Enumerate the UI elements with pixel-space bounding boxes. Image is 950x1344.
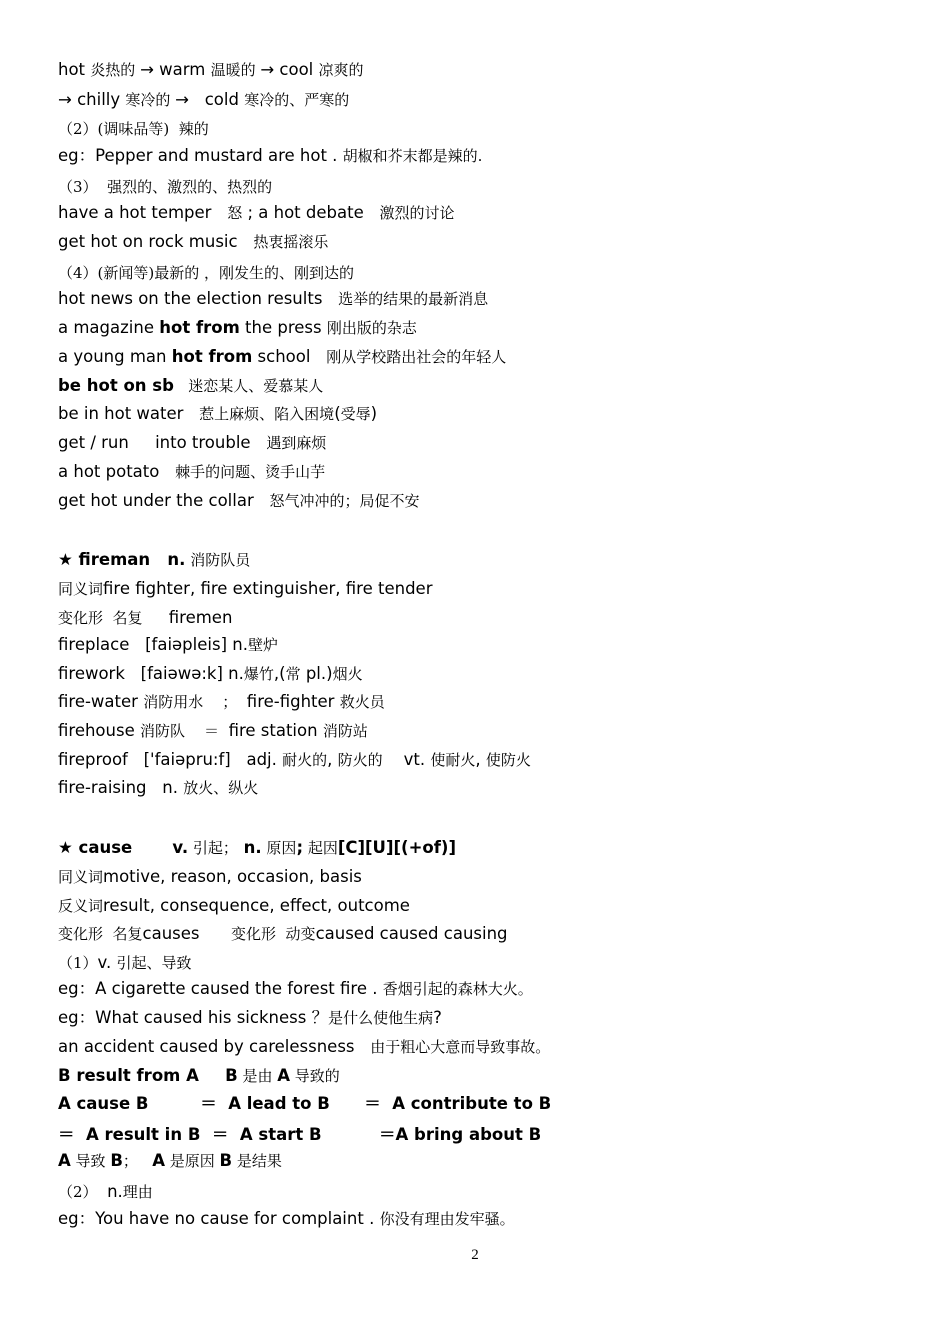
text-segment: 寒冷的 (125, 91, 176, 109)
text-segment: 原因 (261, 839, 297, 857)
text-segment: motive, reason, occasion, basis (103, 867, 362, 886)
text-segment: ; a hot debate (242, 203, 380, 222)
text-line (58, 607, 232, 629)
text-line (58, 1181, 153, 1203)
text-segment: 温暖的 (210, 61, 261, 79)
text-segment: A (58, 1151, 71, 1170)
text-segment: be in hot water (58, 404, 200, 423)
text-segment: （2）(调味品等) 辣的 (58, 120, 209, 138)
text-segment: 由于粗心大意而导致事故。 (370, 1038, 551, 1056)
text-segment: ★ cause v. (58, 838, 189, 857)
text-segment: 常 (285, 665, 301, 683)
text-segment: fire fighter, fire extinguisher, fire tender (103, 579, 433, 598)
text-segment: fire station (228, 721, 323, 740)
text-segment: （3） 强烈的、激烈的、热烈的 (58, 178, 273, 196)
text-segment: → (260, 60, 280, 79)
text-segment: 激烈的讨论 (379, 204, 455, 222)
text-segment: 胡椒和芥末都是辣的. (342, 147, 483, 165)
text-segment: , (475, 750, 486, 769)
text-segment: eg：A cigarette caused the forest fire . (58, 979, 383, 998)
text-line (58, 262, 354, 284)
text-segment: 同义词 (58, 868, 104, 886)
text-segment: n. (107, 1182, 123, 1201)
text-segment: 消防用水 ； (143, 693, 247, 711)
text-segment: 壁炉 (247, 636, 278, 654)
text-line (58, 923, 508, 945)
text-segment: 救火员 (339, 693, 385, 711)
text-line (58, 1208, 515, 1230)
text-segment: 寒冷的、严寒的 (244, 91, 350, 109)
text-segment: 怒 (227, 204, 243, 222)
text-segment: eg：Pepper and mustard are hot . (58, 146, 343, 165)
text-segment: school (252, 347, 327, 366)
text-segment: 凉爽的 (318, 61, 364, 79)
text-segment: B (110, 1151, 123, 1170)
text-line (58, 1150, 282, 1172)
text-line (58, 691, 385, 713)
text-segment: 反义词 (58, 897, 104, 915)
text-segment: 耐火的 (282, 751, 328, 769)
text-segment: hot from (171, 347, 253, 366)
text-segment: （4）(新闻等)最新的 ，刚发生的、刚到达的 (58, 264, 355, 282)
text-segment: 导致的 (290, 1067, 340, 1085)
text-segment: → (140, 60, 160, 79)
text-segment: result, consequence, effect, outcome (103, 896, 410, 915)
text-segment: a young man (58, 347, 172, 366)
text-segment: 变化形 名复 (58, 925, 143, 943)
text-line (58, 375, 323, 397)
text-segment: ； (122, 1152, 153, 1170)
text-segment (199, 1066, 225, 1085)
text-segment: 遇到麻烦 (266, 434, 327, 452)
text-line (58, 578, 432, 600)
text-line (58, 866, 362, 888)
page-number: 2 (471, 1247, 479, 1263)
text-segment: 爆竹 (243, 665, 274, 683)
text-segment: → (58, 90, 78, 109)
text-segment: hot news on the election results (58, 289, 339, 308)
text-line (58, 461, 325, 483)
text-segment: 香烟引起的森林大火。 (382, 980, 533, 998)
text-segment: 放火、纵火 (183, 779, 259, 797)
text-line (58, 978, 533, 1000)
text-segment: 变化形 动变 (231, 925, 316, 943)
text-segment: B (219, 1151, 233, 1170)
text-segment: 消防站 (322, 722, 368, 740)
text-segment: ＝ A result in B ＝ A start B ＝A bring about B (58, 1125, 542, 1144)
text-segment: warm (159, 60, 211, 79)
text-line (58, 952, 192, 974)
text-segment: A (277, 1066, 291, 1085)
text-segment: 变化形 名复 (58, 609, 143, 627)
text-segment: eg：What caused his sickness ？ (58, 1008, 329, 1027)
text-segment: hot from (159, 318, 240, 337)
text-segment: get hot on rock music (58, 232, 254, 251)
text-segment: 导致 (70, 1152, 111, 1170)
text-segment: 起因 (303, 839, 338, 857)
text-segment: a magazine (58, 318, 160, 337)
text-segment: [C][U][(+of)] (337, 838, 457, 857)
text-segment: A (152, 1151, 165, 1170)
text-segment: （1） (58, 954, 98, 972)
text-segment: a hot potato (58, 462, 176, 481)
text-segment: ) (370, 404, 378, 423)
text-segment: 引起、导致 (116, 954, 192, 972)
text-segment: firework [faiəwə:k] n. (58, 664, 244, 683)
text-segment: ( (334, 404, 341, 423)
text-segment: 是由 (237, 1067, 278, 1085)
text-segment: 刚从学校踏出社会的年轻人 (326, 348, 507, 366)
text-segment: 同义词 (58, 580, 104, 598)
text-segment: （2） (58, 1183, 108, 1201)
text-segment: 刚出版的杂志 (326, 319, 417, 337)
text-segment: fire-raising n. (58, 778, 184, 797)
text-segment: get / run into trouble (58, 433, 267, 452)
text-segment: have a hot temper (58, 203, 228, 222)
text-line (58, 1007, 442, 1029)
text-segment: caused caused causing (315, 924, 508, 943)
text-segment: v. (97, 953, 117, 972)
text-line (58, 145, 482, 167)
text-line (58, 1065, 340, 1087)
text-segment: causes (142, 924, 232, 943)
text-segment: get hot under the collar (58, 491, 270, 510)
text-line (58, 720, 368, 742)
text-line (58, 549, 250, 571)
text-segment: 烟火 (332, 665, 363, 683)
text-line (58, 346, 506, 368)
text-line (58, 231, 328, 253)
text-segment: 是原因 (165, 1152, 220, 1170)
text-line (58, 317, 417, 339)
text-segment: 理由 (122, 1183, 153, 1201)
text-segment: fire-fighter (246, 692, 340, 711)
text-segment: pl.) (300, 664, 333, 683)
text-segment: ; (296, 838, 304, 857)
text-line (58, 837, 456, 859)
text-segment: an accident caused by carelessness (58, 1037, 371, 1056)
text-segment: 是结果 (232, 1152, 282, 1170)
text-segment: ? (433, 1008, 442, 1027)
text-segment: hot (58, 60, 91, 79)
text-segment: the press (239, 318, 327, 337)
text-segment: 是什么使他生病 (328, 1009, 434, 1027)
text-segment: 你没有理由发牢骚。 (379, 1210, 515, 1228)
text-segment: firemen (142, 608, 233, 627)
text-segment: be hot on sb (58, 376, 174, 395)
text-segment: vt. (382, 750, 431, 769)
text-segment: , (327, 750, 338, 769)
text-line (58, 176, 272, 198)
text-segment: → (175, 90, 205, 109)
text-segment: 选举的结果的最新消息 (338, 290, 489, 308)
text-segment: 防火的 (337, 751, 383, 769)
text-segment: A cause B ＝ A lead to B ＝ A contribute to B (58, 1094, 552, 1113)
text-segment: 使耐火 (430, 751, 476, 769)
text-segment: cold (204, 90, 245, 109)
text-line (58, 749, 531, 771)
text-line (58, 89, 349, 111)
text-line (58, 1124, 541, 1146)
text-segment: ★ fireman n. (58, 550, 186, 569)
text-segment: 怒气冲冲的；局促不安 (269, 492, 420, 510)
text-line (58, 1036, 550, 1058)
text-segment: 热衷摇滚乐 (253, 233, 329, 251)
text-segment: 惹上麻烦、陷入困境 (199, 405, 335, 423)
text-line (58, 1093, 551, 1115)
text-segment: B (225, 1066, 238, 1085)
text-line (58, 895, 410, 917)
text-line (58, 288, 488, 310)
text-line (58, 432, 326, 454)
text-segment: fireplace [faiəpleis] n. (58, 635, 248, 654)
text-segment: 引起； (188, 839, 238, 857)
text-line (58, 777, 258, 799)
text-segment: eg：You have no cause for complaint . (58, 1209, 380, 1228)
text-segment: chilly (77, 90, 126, 109)
text-segment: 消防队员 (185, 551, 251, 569)
text-line (58, 202, 454, 224)
text-line (58, 118, 209, 140)
text-segment: B result from A (58, 1066, 199, 1085)
text-segment: 棘手的问题、烫手山芋 (175, 463, 326, 481)
text-segment: ,( (273, 664, 286, 683)
text-segment: cool (279, 60, 319, 79)
text-line (58, 490, 419, 512)
text-line (58, 663, 363, 685)
text-segment: 迷恋某人、爱慕某人 (173, 377, 324, 395)
text-segment: 炎热的 (90, 61, 141, 79)
text-segment: 受辱 (340, 405, 371, 423)
text-line (58, 634, 278, 656)
text-segment: fireproof ['faiəpru:f] adj. (58, 750, 283, 769)
text-segment: firehouse (58, 721, 140, 740)
text-segment: n. (237, 838, 262, 857)
text-line (58, 403, 377, 425)
text-segment: 使防火 (485, 751, 531, 769)
text-segment: fire-water (58, 692, 144, 711)
text-line (58, 59, 364, 81)
text-segment: 消防队 ＝ (139, 722, 229, 740)
